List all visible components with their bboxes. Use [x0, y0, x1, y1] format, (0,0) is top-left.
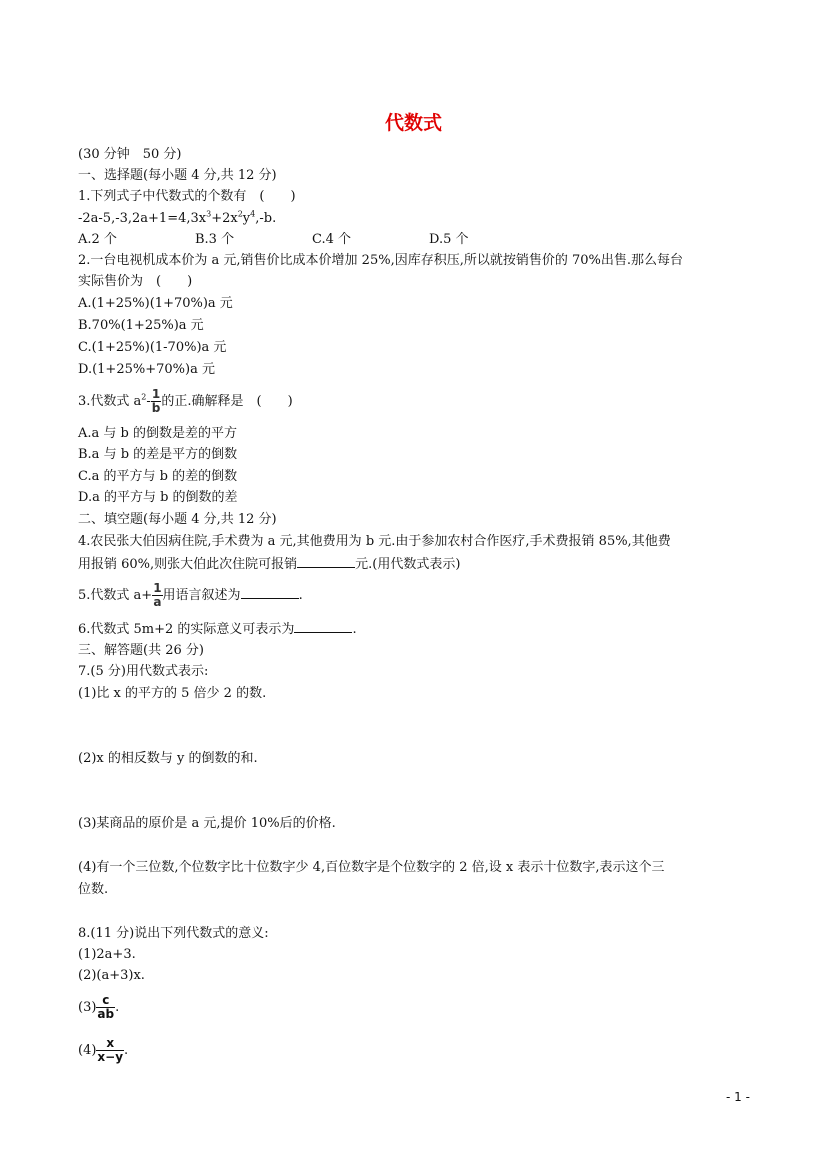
q3-stem: 3.代数式 $a^2-$ $\frac{1}{b}$ 的正.确解释是 ( ) — [78, 387, 293, 415]
q7-part4-line1: (4)有一个三位数,个位数字比十位数字少 4,百位数字是个位数字的 2 倍,设 x 表示十位数字,表示这个三 — [78, 860, 665, 875]
q8-part3: (3) $\frac{c}{ab}$ . — [78, 993, 120, 1021]
q7-part4-line2: 位数. — [78, 882, 109, 897]
q8-part4: (4) $\frac{x}{x-y}$ . — [78, 1036, 129, 1064]
q4-answer-blank — [297, 555, 355, 568]
page-title: 代数式 — [384, 112, 442, 134]
q2-option-b: B.70%(1+25%)a 元 — [78, 318, 204, 333]
q5-stem: 5.代数式 a+ $\frac{1}{a}$ 用语言叙述为 . — [78, 581, 303, 609]
q8-part2: (2)(a+3)x. — [78, 968, 145, 983]
q6-answer-blank — [294, 620, 352, 633]
page-number: - 1 - — [726, 1090, 750, 1104]
q8-stem: 8.(11 分)说出下列代数式的意义: — [78, 926, 269, 941]
q3-option-d: D.a 的平方与 b 的倒数的差 — [78, 490, 238, 505]
section-heading-fill: 二、填空题(每小题 4 分,共 12 分) — [78, 512, 277, 527]
q7-part2: (2)x 的相反数与 y 的倒数的和. — [78, 751, 258, 766]
q1-option-b: B.3 个 — [195, 232, 235, 247]
section-heading-choice: 一、选择题(每小题 4 分,共 12 分) — [78, 168, 277, 183]
q2-stem-line1: 2.一台电视机成本价为 a 元,销售价比成本价增加 25%,因库存积压,所以就按销售价的 70%出售.那么每台 — [78, 253, 684, 268]
q8-part4-fraction: $\frac{x}{x-y}$ — [97, 1036, 124, 1064]
q5-fraction: $\frac{1}{a}$ — [153, 581, 162, 609]
q1-option-c: C.4 个 — [312, 232, 352, 247]
q1-expression: $-2a-5,-3,2a+1=4,3x^3+2x^2y^4,-b$. — [78, 209, 277, 226]
q5-answer-blank — [241, 586, 299, 599]
q3-fraction: $\frac{1}{b}$ — [151, 387, 161, 415]
q7-part1: (1)比 x 的平方的 5 倍少 2 的数. — [78, 686, 267, 701]
q8-part1: (1)2a+3. — [78, 947, 136, 962]
q2-option-d: D.(1+25%+70%)a 元 — [78, 362, 215, 377]
time-info: (30 分钟 50 分) — [78, 147, 182, 162]
q3-option-c: C.a 的平方与 b 的差的倒数 — [78, 469, 238, 484]
q2-option-c: C.(1+25%)(1-70%)a 元 — [78, 340, 227, 355]
q1-stem: 1.下列式子中代数式的个数有 ( ) — [78, 189, 296, 204]
q7-stem: 7.(5 分)用代数式表示: — [78, 664, 209, 679]
q6-stem: 6.代数式 5m+2 的实际意义可表示为 . — [78, 622, 357, 637]
q2-stem-line2: 实际售价为 ( ) — [78, 274, 193, 289]
q1-option-a: A.2 个 — [78, 232, 117, 247]
q8-part3-fraction: $\frac{c}{ab}$ — [97, 993, 115, 1021]
q1-option-d: D.5 个 — [429, 232, 469, 247]
q7-part3: (3)某商品的原价是 a 元,提价 10%后的价格. — [78, 816, 336, 831]
q3-option-b: B.a 与 b 的差是平方的倒数 — [78, 447, 238, 462]
q4-line1: 4.农民张大伯因病住院,手术费为 a 元,其他费用为 b 元.由于参加农村合作医疗,手术费报销 85%,其他费 — [78, 534, 671, 549]
section-heading-answer: 三、解答题(共 26 分) — [78, 643, 204, 658]
q3-option-a: A.a 与 b 的倒数是差的平方 — [78, 426, 237, 441]
q4-line2: 用报销 60%,则张大伯此次住院可报销 元.(用代数式表示) — [78, 557, 461, 572]
q2-option-a: A.(1+25%)(1+70%)a 元 — [78, 296, 233, 311]
